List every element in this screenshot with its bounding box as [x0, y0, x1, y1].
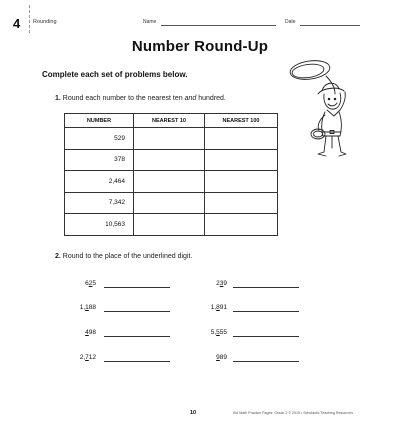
answer-line[interactable]: [104, 336, 170, 337]
answer-line[interactable]: [233, 361, 299, 362]
answer-cell-nearest-100[interactable]: [205, 149, 278, 171]
answer-cell-nearest-10[interactable]: [134, 214, 205, 236]
answer-cell-nearest-100[interactable]: [205, 171, 278, 193]
answer-cell-nearest-100[interactable]: [205, 128, 278, 150]
answer-line[interactable]: [233, 287, 299, 288]
name-label: Name: [143, 19, 157, 25]
table-cell-number: 378: [65, 149, 134, 171]
answer-cell-nearest-10[interactable]: [134, 192, 205, 214]
footer-credit: Kid Math Practice Pages: Grade 2 © 2015 • Scholastic Teaching Resources: [233, 411, 354, 415]
header-page-number: 4: [13, 16, 21, 31]
answer-cell-nearest-100[interactable]: [205, 214, 278, 236]
round-item: 5,555: [210, 329, 227, 336]
question-1-number: 1.: [55, 95, 61, 102]
name-field-line[interactable]: [161, 25, 276, 26]
table-row: [65, 214, 278, 236]
instructions: Complete each set of problems below.: [42, 70, 188, 79]
table-cell-number: 7,342: [65, 192, 134, 214]
table-header-nearest-10: NEAREST 10: [134, 114, 205, 128]
round-item: 239: [216, 280, 227, 287]
answer-cell-nearest-10[interactable]: [134, 128, 205, 150]
answer-line[interactable]: [104, 311, 170, 312]
question-1-text-italic: and: [184, 95, 197, 102]
answer-line[interactable]: [233, 311, 299, 312]
header-divider: [29, 5, 30, 33]
answer-line[interactable]: [104, 361, 170, 362]
date-field-line[interactable]: [300, 25, 360, 26]
header-topic: Rounding: [33, 19, 57, 25]
answer-line[interactable]: [233, 336, 299, 337]
answer-cell-nearest-100[interactable]: [205, 192, 278, 214]
table-row: [65, 192, 278, 214]
answer-line[interactable]: [104, 287, 170, 288]
question-1-text-b: hundred.: [196, 95, 226, 102]
page-title: Number Round-Up: [131, 38, 269, 55]
table-row: [65, 128, 278, 150]
round-item: 989: [216, 354, 227, 361]
question-2: [55, 253, 192, 260]
rounding-table: [64, 113, 278, 236]
round-item: 498: [85, 329, 96, 336]
date-label: Date: [285, 19, 296, 25]
table-header-nearest-100: NEAREST 100: [205, 114, 278, 128]
question-2-text: Round to the place of the underlined digit.: [62, 253, 193, 260]
table-header-number: NUMBER: [65, 114, 134, 128]
question-1-text-a: Round each number to the nearest ten: [62, 95, 185, 102]
table-cell-number: 10,563: [65, 214, 134, 236]
table-cell-number: 529: [65, 128, 134, 150]
table-row: [65, 149, 278, 171]
round-item: 1,891: [210, 304, 227, 311]
question-2-number: 2.: [55, 253, 61, 260]
answer-cell-nearest-10[interactable]: [134, 171, 205, 193]
answer-cell-nearest-10[interactable]: [134, 149, 205, 171]
table-cell-number: 2,464: [65, 171, 134, 193]
round-item: 2,712: [79, 354, 96, 361]
table-row: [65, 171, 278, 193]
round-item: 625: [85, 280, 96, 287]
footer-page-number: 10: [190, 410, 197, 416]
round-item: 1,188: [79, 304, 96, 311]
question-1: [55, 95, 226, 102]
cowboy-lasso-illustration: [288, 58, 358, 163]
